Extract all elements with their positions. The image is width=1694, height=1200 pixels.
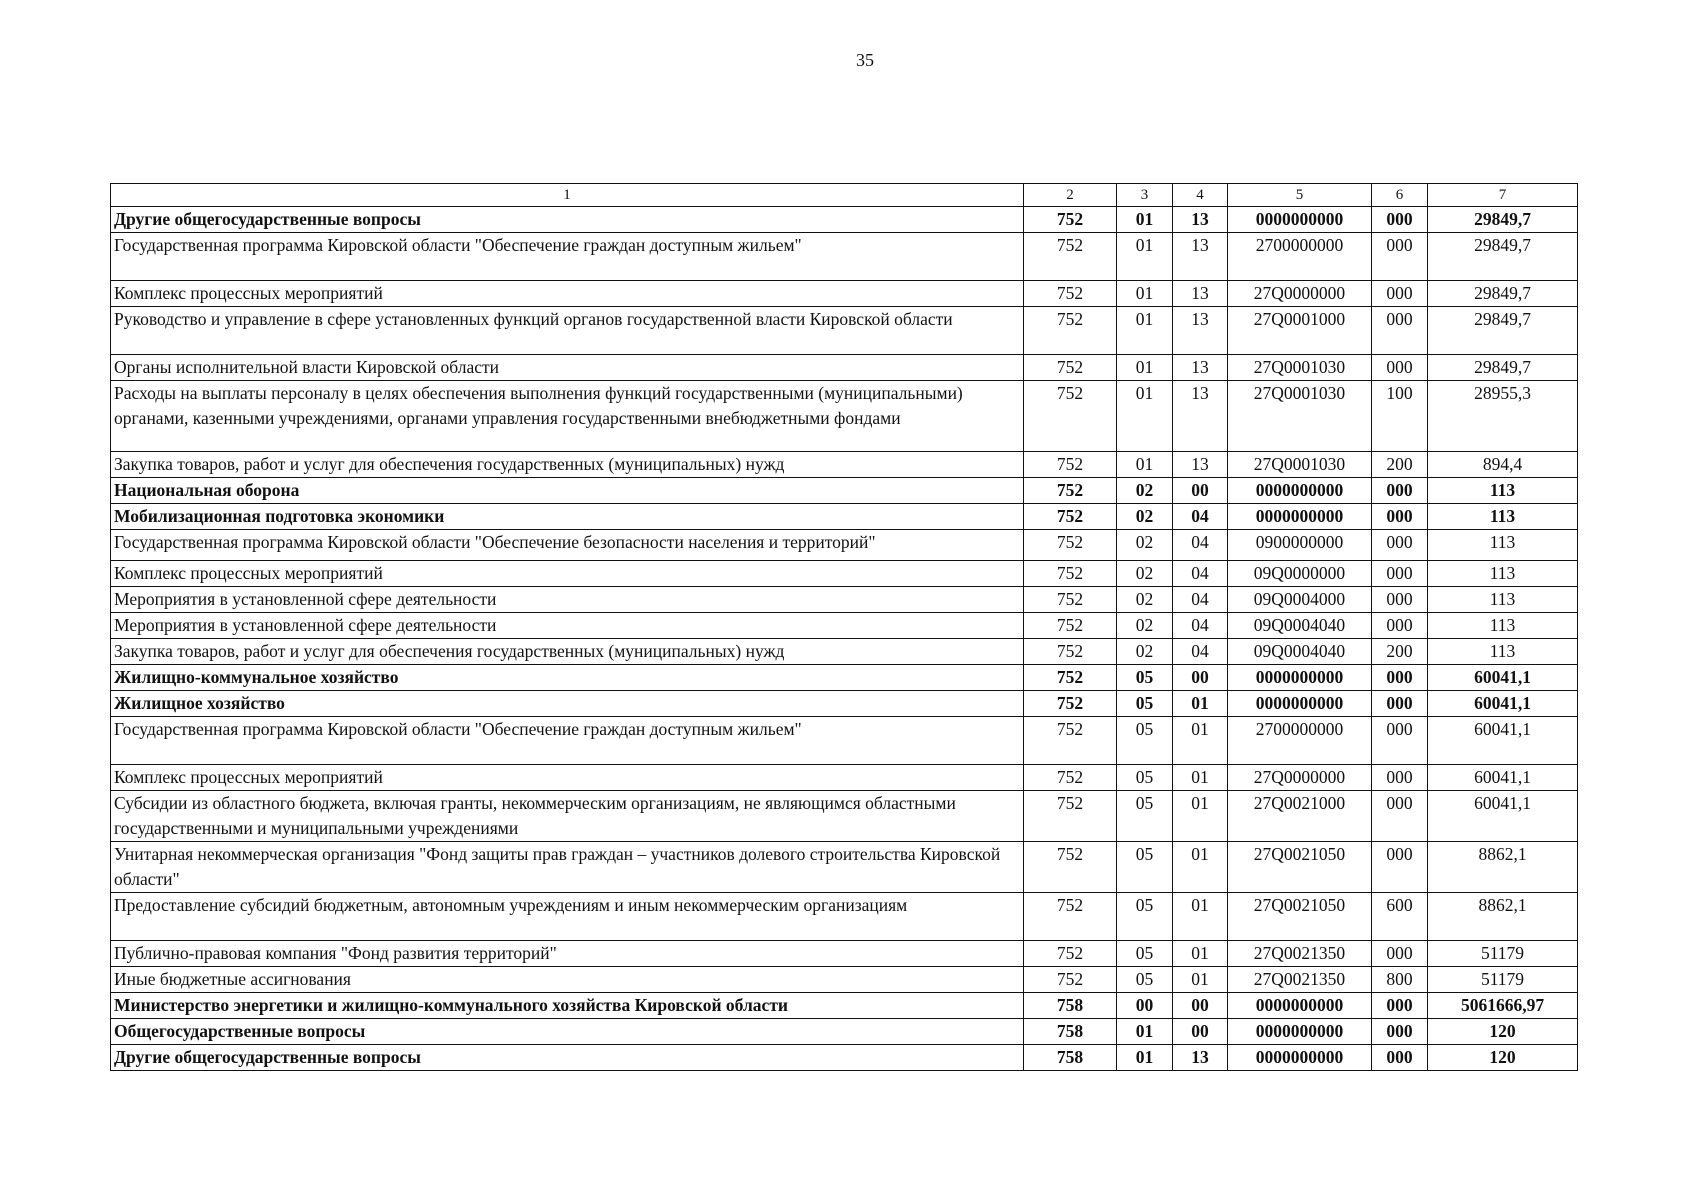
row-col-4: 04 (1173, 587, 1228, 613)
table-row (111, 893, 1578, 941)
row-col-7: 60041,1 (1428, 765, 1578, 791)
row-col-7: 113 (1428, 587, 1578, 613)
header-col-6: 6 (1372, 184, 1428, 207)
row-col-3: 01 (1117, 355, 1173, 381)
row-col-2: 752 (1024, 355, 1117, 381)
row-col-2: 752 (1024, 717, 1117, 765)
row-col-5: 0000000000 (1228, 1045, 1372, 1071)
row-name: Иные бюджетные ассигнования (111, 967, 1024, 993)
row-col-4: 13 (1173, 307, 1228, 355)
table-row (111, 452, 1578, 478)
row-col-2: 752 (1024, 587, 1117, 613)
header-row (111, 184, 1578, 207)
row-col-4: 00 (1173, 1019, 1228, 1045)
row-col-7: 60041,1 (1428, 691, 1578, 717)
row-col-7: 120 (1428, 1045, 1578, 1071)
row-col-7: 894,4 (1428, 452, 1578, 478)
row-col-5: 27Q0021000 (1228, 791, 1372, 842)
row-col-4: 13 (1173, 233, 1228, 281)
row-col-2: 752 (1024, 791, 1117, 842)
table-row (111, 842, 1578, 893)
row-col-2: 752 (1024, 691, 1117, 717)
table-row (111, 941, 1578, 967)
row-name: Субсидии из областного бюджета, включая гранты, некоммерческим организациям, не являющимся областными государственными и муниципальными учреждениями (111, 791, 1024, 842)
row-col-3: 05 (1117, 665, 1173, 691)
row-col-2: 752 (1024, 381, 1117, 452)
row-name: Другие общегосударственные вопросы (111, 1045, 1024, 1071)
table-row (111, 207, 1578, 233)
row-name: Комплекс процессных мероприятий (111, 561, 1024, 587)
row-col-6: 100 (1372, 381, 1428, 452)
row-col-5: 27Q0021050 (1228, 893, 1372, 941)
row-col-5: 27Q0021350 (1228, 967, 1372, 993)
table-row (111, 561, 1578, 587)
row-col-3: 01 (1117, 233, 1173, 281)
row-col-4: 13 (1173, 355, 1228, 381)
row-col-3: 05 (1117, 717, 1173, 765)
row-col-4: 00 (1173, 993, 1228, 1019)
row-col-5: 0000000000 (1228, 207, 1372, 233)
row-col-6: 800 (1372, 967, 1428, 993)
row-col-3: 01 (1117, 207, 1173, 233)
row-col-6: 600 (1372, 893, 1428, 941)
row-col-2: 752 (1024, 765, 1117, 791)
row-col-6: 000 (1372, 1019, 1428, 1045)
table-row (111, 665, 1578, 691)
row-col-3: 02 (1117, 613, 1173, 639)
row-col-5: 2700000000 (1228, 717, 1372, 765)
row-name: Министерство энергетики и жилищно-коммунального хозяйства Кировской области (111, 993, 1024, 1019)
table-row (111, 1045, 1578, 1071)
table-row (111, 504, 1578, 530)
row-col-6: 200 (1372, 452, 1428, 478)
row-col-4: 13 (1173, 207, 1228, 233)
row-col-7: 113 (1428, 561, 1578, 587)
row-col-2: 758 (1024, 1019, 1117, 1045)
row-col-2: 752 (1024, 307, 1117, 355)
row-col-3: 02 (1117, 478, 1173, 504)
row-col-6: 000 (1372, 478, 1428, 504)
row-col-2: 752 (1024, 893, 1117, 941)
row-col-4: 13 (1173, 1045, 1228, 1071)
budget-table (110, 183, 1578, 1071)
row-col-4: 04 (1173, 530, 1228, 561)
table-row (111, 1019, 1578, 1045)
row-col-2: 758 (1024, 1045, 1117, 1071)
row-col-2: 752 (1024, 613, 1117, 639)
row-col-7: 113 (1428, 639, 1578, 665)
row-col-3: 02 (1117, 504, 1173, 530)
row-col-6: 000 (1372, 791, 1428, 842)
row-col-4: 01 (1173, 967, 1228, 993)
table-row (111, 281, 1578, 307)
row-col-2: 752 (1024, 207, 1117, 233)
table-row (111, 765, 1578, 791)
row-col-5: 09Q0004040 (1228, 613, 1372, 639)
row-col-2: 752 (1024, 941, 1117, 967)
row-col-5: 0000000000 (1228, 504, 1372, 530)
row-col-4: 04 (1173, 561, 1228, 587)
row-col-5: 09Q0004000 (1228, 587, 1372, 613)
row-col-5: 27Q0021350 (1228, 941, 1372, 967)
table-row (111, 717, 1578, 765)
row-col-7: 51179 (1428, 941, 1578, 967)
row-col-6: 000 (1372, 561, 1428, 587)
row-col-4: 13 (1173, 381, 1228, 452)
row-col-7: 113 (1428, 504, 1578, 530)
row-col-5: 27Q0021050 (1228, 842, 1372, 893)
table-row (111, 587, 1578, 613)
row-col-6: 000 (1372, 765, 1428, 791)
row-name: Жилищное хозяйство (111, 691, 1024, 717)
row-col-7: 28955,3 (1428, 381, 1578, 452)
row-col-2: 752 (1024, 478, 1117, 504)
row-col-6: 000 (1372, 233, 1428, 281)
table-row (111, 381, 1578, 452)
row-col-3: 02 (1117, 587, 1173, 613)
row-col-7: 29849,7 (1428, 207, 1578, 233)
row-name: Закупка товаров, работ и услуг для обеспечения государственных (муниципальных) нужд (111, 639, 1024, 665)
row-name: Расходы на выплаты персоналу в целях обеспечения выполнения функций государственными (муниципальными) органами, казенными учреждениями, органами управления государственными внебюджетными фондами (111, 381, 1024, 452)
row-name: Публично-правовая компания "Фонд развития территорий" (111, 941, 1024, 967)
row-col-4: 04 (1173, 613, 1228, 639)
row-col-4: 00 (1173, 665, 1228, 691)
row-col-3: 01 (1117, 1019, 1173, 1045)
row-col-6: 000 (1372, 530, 1428, 561)
row-col-7: 120 (1428, 1019, 1578, 1045)
row-name: Жилищно-коммунальное хозяйство (111, 665, 1024, 691)
row-col-5: 0000000000 (1228, 478, 1372, 504)
row-col-6: 000 (1372, 691, 1428, 717)
row-col-4: 01 (1173, 691, 1228, 717)
row-name: Закупка товаров, работ и услуг для обеспечения государственных (муниципальных) нужд (111, 452, 1024, 478)
row-name: Мероприятия в установленной сфере деятельности (111, 613, 1024, 639)
row-col-7: 29849,7 (1428, 355, 1578, 381)
row-col-3: 01 (1117, 1045, 1173, 1071)
row-name: Общегосударственные вопросы (111, 1019, 1024, 1045)
row-col-6: 000 (1372, 207, 1428, 233)
row-col-3: 05 (1117, 967, 1173, 993)
row-col-4: 01 (1173, 941, 1228, 967)
table-row (111, 478, 1578, 504)
header-col-5: 5 (1228, 184, 1372, 207)
row-col-5: 2700000000 (1228, 233, 1372, 281)
table-row (111, 791, 1578, 842)
row-col-5: 27Q0001030 (1228, 381, 1372, 452)
table-row (111, 233, 1578, 281)
row-col-3: 01 (1117, 281, 1173, 307)
row-col-7: 113 (1428, 530, 1578, 561)
row-col-3: 05 (1117, 765, 1173, 791)
row-col-5: 09Q0000000 (1228, 561, 1372, 587)
row-col-2: 752 (1024, 639, 1117, 665)
row-col-5: 27Q0000000 (1228, 765, 1372, 791)
row-name: Государственная программа Кировской области "Обеспечение граждан доступным жильем" (111, 717, 1024, 765)
row-col-6: 000 (1372, 842, 1428, 893)
header-col-2: 2 (1024, 184, 1117, 207)
row-col-7: 5061666,97 (1428, 993, 1578, 1019)
table-row (111, 639, 1578, 665)
row-col-6: 000 (1372, 281, 1428, 307)
row-col-7: 29849,7 (1428, 233, 1578, 281)
table-row (111, 613, 1578, 639)
row-col-2: 752 (1024, 561, 1117, 587)
row-col-5: 27Q0001000 (1228, 307, 1372, 355)
table-row (111, 993, 1578, 1019)
row-name: Мероприятия в установленной сфере деятельности (111, 587, 1024, 613)
row-col-3: 02 (1117, 530, 1173, 561)
row-col-2: 752 (1024, 233, 1117, 281)
row-col-7: 113 (1428, 478, 1578, 504)
row-name: Комплекс процессных мероприятий (111, 281, 1024, 307)
row-col-3: 01 (1117, 381, 1173, 452)
row-col-2: 752 (1024, 665, 1117, 691)
row-col-5: 0900000000 (1228, 530, 1372, 561)
row-name: Руководство и управление в сфере установленных функций органов государственной власти Кировской области (111, 307, 1024, 355)
row-col-3: 05 (1117, 691, 1173, 717)
row-col-6: 000 (1372, 355, 1428, 381)
row-col-6: 000 (1372, 993, 1428, 1019)
row-col-2: 752 (1024, 842, 1117, 893)
row-col-7: 29849,7 (1428, 307, 1578, 355)
row-col-5: 0000000000 (1228, 691, 1372, 717)
row-col-3: 05 (1117, 842, 1173, 893)
header-col-7: 7 (1428, 184, 1578, 207)
row-col-6: 000 (1372, 587, 1428, 613)
row-col-7: 29849,7 (1428, 281, 1578, 307)
row-col-6: 000 (1372, 307, 1428, 355)
row-col-3: 01 (1117, 452, 1173, 478)
table-row (111, 307, 1578, 355)
header-col-3: 3 (1117, 184, 1173, 207)
row-col-7: 8862,1 (1428, 893, 1578, 941)
row-col-6: 000 (1372, 504, 1428, 530)
row-col-6: 000 (1372, 717, 1428, 765)
row-name: Унитарная некоммерческая организация "Фонд защиты прав граждан – участников долевого строительства Кировской области" (111, 842, 1024, 893)
row-col-7: 51179 (1428, 967, 1578, 993)
row-col-6: 000 (1372, 613, 1428, 639)
row-col-5: 09Q0004040 (1228, 639, 1372, 665)
row-name: Государственная программа Кировской области "Обеспечение граждан доступным жильем" (111, 233, 1024, 281)
row-name: Органы исполнительной власти Кировской области (111, 355, 1024, 381)
row-col-5: 27Q0001030 (1228, 355, 1372, 381)
row-col-7: 8862,1 (1428, 842, 1578, 893)
row-col-5: 0000000000 (1228, 665, 1372, 691)
row-col-7: 60041,1 (1428, 665, 1578, 691)
row-col-4: 13 (1173, 452, 1228, 478)
row-col-2: 758 (1024, 993, 1117, 1019)
header-col-1: 1 (111, 184, 1024, 207)
row-col-2: 752 (1024, 530, 1117, 561)
row-col-6: 000 (1372, 1045, 1428, 1071)
row-col-3: 02 (1117, 561, 1173, 587)
row-col-4: 01 (1173, 765, 1228, 791)
row-col-7: 60041,1 (1428, 717, 1578, 765)
row-col-7: 60041,1 (1428, 791, 1578, 842)
page-number: 35 (856, 50, 874, 70)
row-col-5: 27Q0001030 (1228, 452, 1372, 478)
row-col-4: 13 (1173, 281, 1228, 307)
row-col-6: 000 (1372, 665, 1428, 691)
row-col-4: 04 (1173, 504, 1228, 530)
row-name: Государственная программа Кировской области "Обеспечение безопасности населения и территорий" (111, 530, 1024, 561)
row-col-4: 00 (1173, 478, 1228, 504)
row-col-7: 113 (1428, 613, 1578, 639)
table-row (111, 691, 1578, 717)
row-col-6: 000 (1372, 941, 1428, 967)
row-col-5: 27Q0000000 (1228, 281, 1372, 307)
row-col-3: 05 (1117, 791, 1173, 842)
row-col-3: 02 (1117, 639, 1173, 665)
row-col-2: 752 (1024, 504, 1117, 530)
row-col-4: 01 (1173, 842, 1228, 893)
row-col-2: 752 (1024, 281, 1117, 307)
table-row (111, 967, 1578, 993)
row-col-2: 752 (1024, 452, 1117, 478)
row-col-2: 752 (1024, 967, 1117, 993)
table-row (111, 530, 1578, 561)
row-name: Национальная оборона (111, 478, 1024, 504)
row-name: Другие общегосударственные вопросы (111, 207, 1024, 233)
table-row (111, 355, 1578, 381)
row-col-4: 01 (1173, 893, 1228, 941)
row-col-3: 05 (1117, 941, 1173, 967)
row-col-4: 01 (1173, 791, 1228, 842)
row-col-6: 200 (1372, 639, 1428, 665)
row-col-5: 0000000000 (1228, 993, 1372, 1019)
header-col-4: 4 (1173, 184, 1228, 207)
row-col-3: 05 (1117, 893, 1173, 941)
row-col-5: 0000000000 (1228, 1019, 1372, 1045)
row-col-3: 00 (1117, 993, 1173, 1019)
row-col-4: 04 (1173, 639, 1228, 665)
row-col-3: 01 (1117, 307, 1173, 355)
row-col-4: 01 (1173, 717, 1228, 765)
row-name: Комплекс процессных мероприятий (111, 765, 1024, 791)
row-name: Мобилизационная подготовка экономики (111, 504, 1024, 530)
row-name: Предоставление субсидий бюджетным, автономным учреждениям и иным некоммерческим организациям (111, 893, 1024, 941)
